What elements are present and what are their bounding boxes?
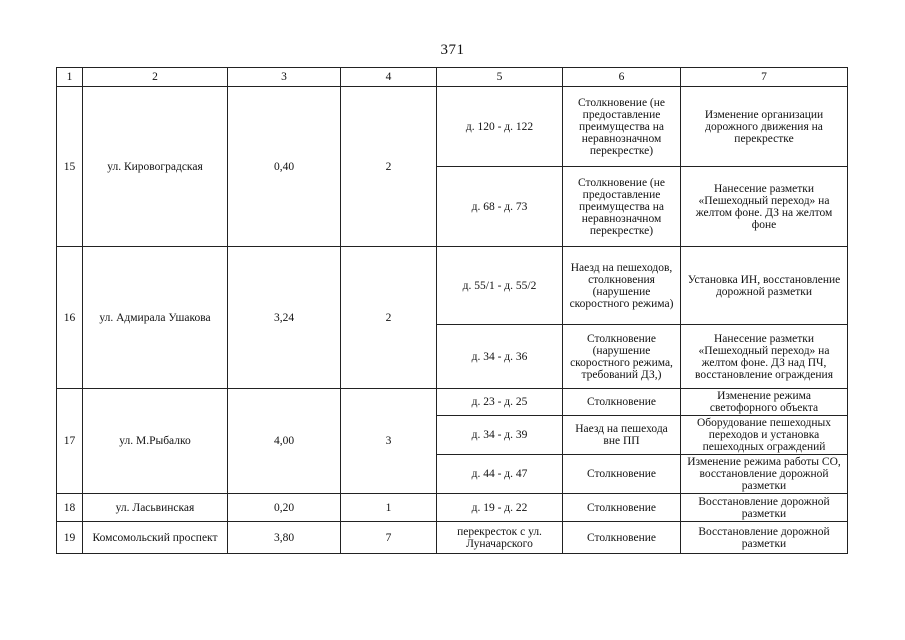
row-number: 17 bbox=[57, 389, 83, 494]
segment-location: д. 68 - д. 73 bbox=[437, 167, 563, 247]
street-name: Комсомольский проспект bbox=[83, 522, 228, 554]
accident-count: 1 bbox=[341, 494, 437, 522]
measure: Нанесение разметки «Пешеходный переход» на желтом фоне. ДЗ над ПЧ, восстановление ограждения bbox=[681, 325, 848, 389]
accident-type: Столкновение bbox=[563, 494, 681, 522]
accident-type: Столкновение bbox=[563, 389, 681, 416]
section-length: 4,00 bbox=[228, 389, 341, 494]
page-number: 371 bbox=[440, 42, 465, 58]
column-header: 5 bbox=[437, 68, 563, 87]
measure: Изменение организации дорожного движения на перекрестке bbox=[681, 87, 848, 167]
accident-count: 7 bbox=[341, 522, 437, 554]
row-number: 19 bbox=[57, 522, 83, 554]
segment-location: д. 120 - д. 122 bbox=[437, 87, 563, 167]
measure: Изменение режима светофорного объекта bbox=[681, 389, 848, 416]
column-header: 1 bbox=[57, 68, 83, 87]
accident-type: Столкновение bbox=[563, 522, 681, 554]
row-number: 16 bbox=[57, 247, 83, 389]
section-length: 3,80 bbox=[228, 522, 341, 554]
column-header: 2 bbox=[83, 68, 228, 87]
measure: Изменение режима работы СО, восстановление дорожной разметки bbox=[681, 455, 848, 494]
table-row bbox=[57, 87, 848, 167]
segment-location: перекресток с ул. Луначарского bbox=[437, 522, 563, 554]
table-header-row bbox=[57, 68, 848, 87]
column-header: 3 bbox=[228, 68, 341, 87]
accident-type: Столкновение (не предоставление преимущества на неравнозначном перекрестке) bbox=[563, 87, 681, 167]
segment-location: д. 44 - д. 47 bbox=[437, 455, 563, 494]
measure: Нанесение разметки «Пешеходный переход» на желтом фоне. ДЗ на желтом фоне bbox=[681, 167, 848, 247]
measure: Восстановление дорожной разметки bbox=[681, 494, 848, 522]
segment-location: д. 23 - д. 25 bbox=[437, 389, 563, 416]
column-header: 4 bbox=[341, 68, 437, 87]
accident-sites-table bbox=[56, 67, 848, 554]
column-header: 6 bbox=[563, 68, 681, 87]
section-length: 0,40 bbox=[228, 87, 341, 247]
table-row bbox=[57, 247, 848, 325]
column-header: 7 bbox=[681, 68, 848, 87]
street-name: ул. М.Рыбалко bbox=[83, 389, 228, 494]
street-name: ул. Адмирала Ушакова bbox=[83, 247, 228, 389]
segment-location: д. 34 - д. 39 bbox=[437, 416, 563, 455]
table-row bbox=[57, 522, 848, 554]
section-length: 3,24 bbox=[228, 247, 341, 389]
table-row bbox=[57, 494, 848, 522]
accident-type: Наезд на пешеходов, столкновения (нарушение скоростного режима) bbox=[563, 247, 681, 325]
section-length: 0,20 bbox=[228, 494, 341, 522]
measure: Оборудование пешеходных переходов и установка пешеходных ограждений bbox=[681, 416, 848, 455]
measure: Установка ИН, восстановление дорожной разметки bbox=[681, 247, 848, 325]
accident-count: 2 bbox=[341, 247, 437, 389]
segment-location: д. 19 - д. 22 bbox=[437, 494, 563, 522]
accident-type: Столкновение (не предоставление преимущества на неравнозначном перекрестке) bbox=[563, 167, 681, 247]
street-name: ул. Ласьвинская bbox=[83, 494, 228, 522]
accident-type: Наезд на пешехода вне ПП bbox=[563, 416, 681, 455]
row-number: 15 bbox=[57, 87, 83, 247]
table-row bbox=[57, 389, 848, 416]
segment-location: д. 55/1 - д. 55/2 bbox=[437, 247, 563, 325]
segment-location: д. 34 - д. 36 bbox=[437, 325, 563, 389]
accident-count: 2 bbox=[341, 87, 437, 247]
accident-count: 3 bbox=[341, 389, 437, 494]
street-name: ул. Кировоградская bbox=[83, 87, 228, 247]
measure: Восстановление дорожной разметки bbox=[681, 522, 848, 554]
accident-type: Столкновение (нарушение скоростного режима, требований ДЗ,) bbox=[563, 325, 681, 389]
accident-type: Столкновение bbox=[563, 455, 681, 494]
row-number: 18 bbox=[57, 494, 83, 522]
